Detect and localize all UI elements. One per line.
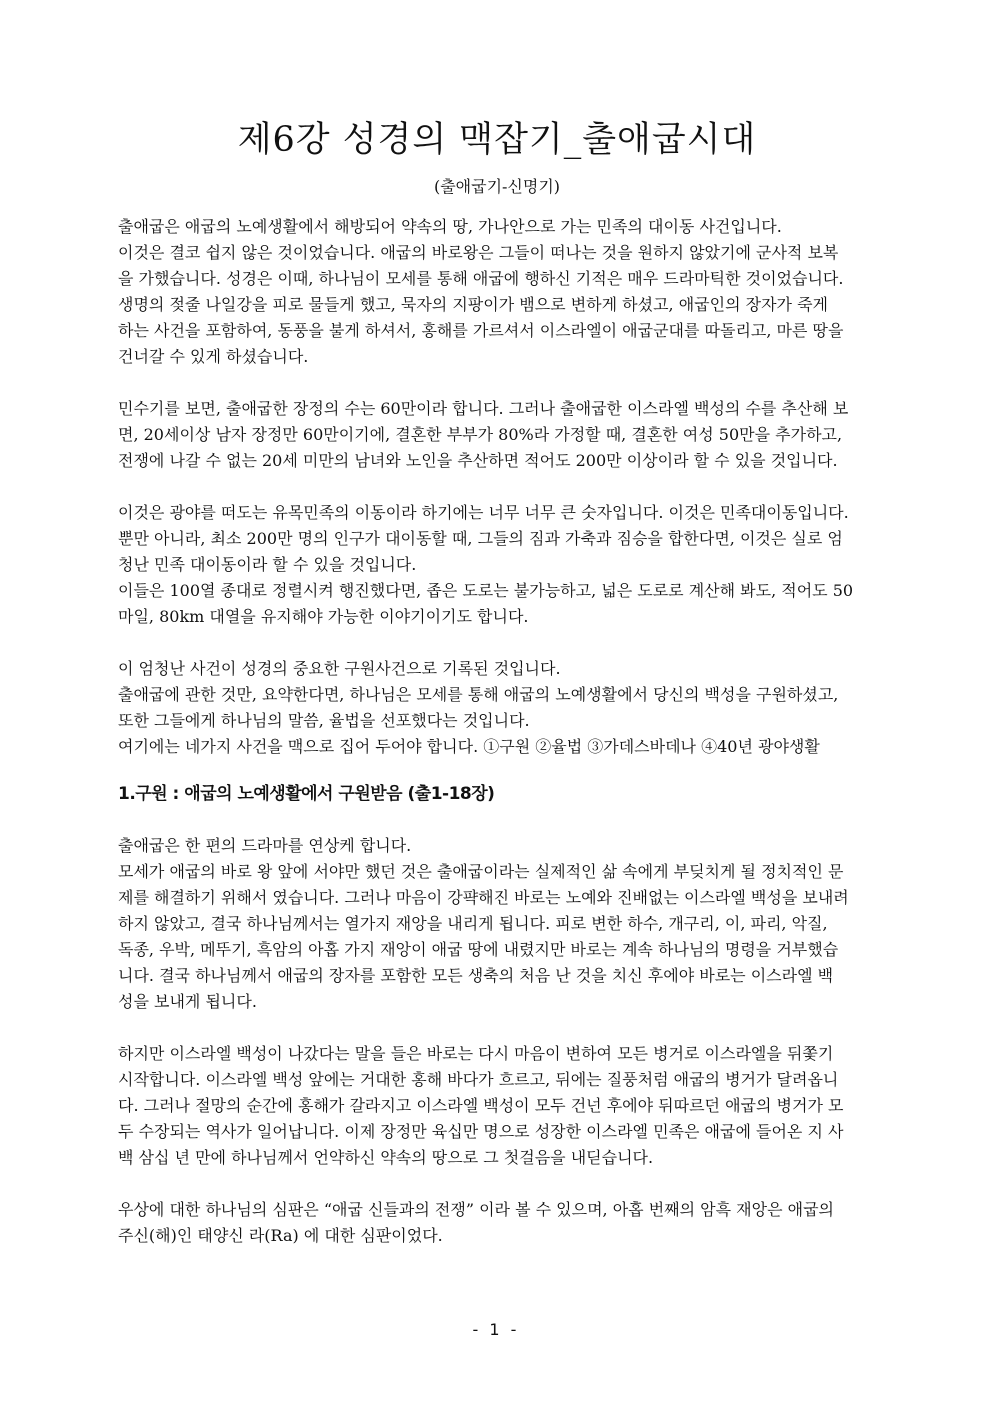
- text-line: 출애굽은 애굽의 노예생활에서 해방되어 약속의 땅, 가나안으로 가는 민족의 대이동 사건입니다.: [118, 217, 782, 236]
- page-title: 제6강 성경의 맥잡기_출애굽시대: [237, 120, 757, 160]
- text-line: 뿐만 아니라, 최소 200만 명의 인구가 대이동할 때, 그들의 짐과 가축과 짐승을 합한다면, 이것은 실로 엄: [118, 529, 843, 548]
- text-line: 하는 사건을 포함하여, 동풍을 불게 하셔서, 홍해를 가르셔서 이스라엘이 애굽군대를 따돌리고, 마른 땅을: [118, 321, 844, 340]
- text-line: 주신(해)인 태양신 라(Ra) 에 대한 심판이었다.: [118, 1226, 443, 1245]
- page-subtitle: (출애굽기-신명기): [433, 177, 561, 196]
- paragraph: [118, 833, 876, 1015]
- document-body: [118, 214, 876, 1249]
- text-line: 이들은 100열 종대로 정렬시켜 행진했다면, 좁은 도로는 불가능하고, 넓은 도로로 계산해 봐도, 적어도 50: [118, 581, 854, 600]
- text-line: 여기에는 네가지 사건을 맥으로 집어 두어야 합니다. ①구원 ②율법 ③가데스바데나 ④40년 광야생활: [118, 737, 820, 756]
- page-number: - 1 -: [472, 1320, 520, 1339]
- text-line: 우상에 대한 하나님의 심판은 “애굽 신들과의 전쟁” 이라 볼 수 있으며, 아홉 번째의 암흑 재앙은 애굽의: [118, 1200, 834, 1219]
- paragraph: [118, 656, 876, 760]
- text-line: 성을 보내게 됩니다.: [118, 992, 257, 1011]
- text-line: 두 수장되는 역사가 일어납니다. 이제 장정만 육십만 명으로 성장한 이스라엘 민족은 애굽에 들어온 지 사: [118, 1122, 844, 1141]
- paragraph: [118, 1197, 876, 1249]
- text-line: 면, 20세이상 남자 장정만 60만이기에, 결혼한 부부가 80%라 가정할 때, 결혼한 여성 50만을 추가하고,: [118, 425, 843, 444]
- text-line: 청난 민족 대이동이라 할 수 있을 것입니다.: [118, 555, 417, 574]
- text-line: 니다. 결국 하나님께서 애굽의 장자를 포함한 모든 생축의 처음 난 것을 치신 후에야 바로는 이스라엘 백: [118, 966, 834, 985]
- document-page: [118, 118, 876, 1249]
- text-line: 이것은 결코 쉽지 않은 것이었습니다. 애굽의 바로왕은 그들이 떠나는 것을 원하지 않았기에 군사적 보복: [118, 243, 839, 262]
- text-line: 출애굽은 한 편의 드라마를 연상케 합니다.: [118, 836, 412, 855]
- paragraph: [118, 500, 876, 630]
- section-heading: 1.구원 : 애굽의 노예생활에서 구원받음 (출1-18장): [118, 784, 495, 804]
- text-line: 마일, 80km 대열을 유지해야 가능한 이야기이기도 합니다.: [118, 607, 529, 626]
- text-line: 민수기를 보면, 출애굽한 장정의 수는 60만이라 합니다. 그러나 출애굽한 이스라엘 백성의 수를 추산해 보: [118, 399, 849, 418]
- text-line: 제를 해결하기 위해서 였습니다. 그러나 마음이 강퍅해진 바로는 노예와 진배없는 이스라엘 백성을 보내려: [118, 888, 849, 907]
- text-line: 또한 그들에게 하나님의 말씀, 율법을 선포했다는 것입니다.: [118, 711, 530, 730]
- text-line: 전쟁에 나갈 수 없는 20세 미만의 남녀와 노인을 추산하면 적어도 200만 이상이라 할 수 있을 것입니다.: [118, 451, 838, 470]
- text-line: 독종, 우박, 메뚜기, 흑암의 아홉 가지 재앙이 애굽 땅에 내렸지만 바로는 계속 하나님의 명령을 거부했습: [118, 940, 839, 959]
- text-line: 생명의 젖줄 나일강을 피로 물들게 했고, 묵자의 지팡이가 뱀으로 변하게 하셨고, 애굽인의 장자가 죽게: [118, 295, 828, 314]
- text-line: 을 가했습니다. 성경은 이때, 하나님이 모세를 통해 애굽에 행하신 기적은 매우 드라마틱한 것이었습니다.: [118, 269, 844, 288]
- text-line: 시작합니다. 이스라엘 백성 앞에는 거대한 홍해 바다가 흐르고, 뒤에는 질풍처럼 애굽의 병거가 달려옵니: [118, 1070, 839, 1089]
- paragraph: [118, 214, 876, 370]
- text-line: 하지 않았고, 결국 하나님께서는 열가지 재앙을 내리게 됩니다. 피로 변한 하수, 개구리, 이, 파리, 악질,: [118, 914, 828, 933]
- paragraph: [118, 396, 876, 474]
- text-line: 건너갈 수 있게 하셨습니다.: [118, 347, 309, 366]
- text-line: 모세가 애굽의 바로 왕 앞에 서야만 했던 것은 출애굽이라는 실제적인 삶 속에게 부딪치게 될 정치적인 문: [118, 862, 844, 881]
- text-line: 출애굽에 관한 것만, 요약한다면, 하나님은 모세를 통해 애굽의 노예생활에서 당신의 백성을 구원하셨고,: [118, 685, 839, 704]
- text-line: 이것은 광야를 떠도는 유목민족의 이동이라 하기에는 너무 너무 큰 숫자입니다. 이것은 민족대이동입니다.: [118, 503, 849, 522]
- text-line: 백 삼십 년 만에 하나님께서 언약하신 약속의 땅으로 그 첫걸음을 내딛습니다.: [118, 1148, 654, 1167]
- paragraph: [118, 1041, 876, 1171]
- text-line: 다. 그러나 절망의 순간에 홍해가 갈라지고 이스라엘 백성이 모두 건넌 후에야 뒤따르던 애굽의 병거가 모: [118, 1096, 844, 1115]
- text-line: 이 엄청난 사건이 성경의 중요한 구원사건으로 기록된 것입니다.: [118, 659, 561, 678]
- text-line: 하지만 이스라엘 백성이 나갔다는 말을 들은 바로는 다시 마음이 변하여 모든 병거로 이스라엘을 뒤쫓기: [118, 1044, 834, 1063]
